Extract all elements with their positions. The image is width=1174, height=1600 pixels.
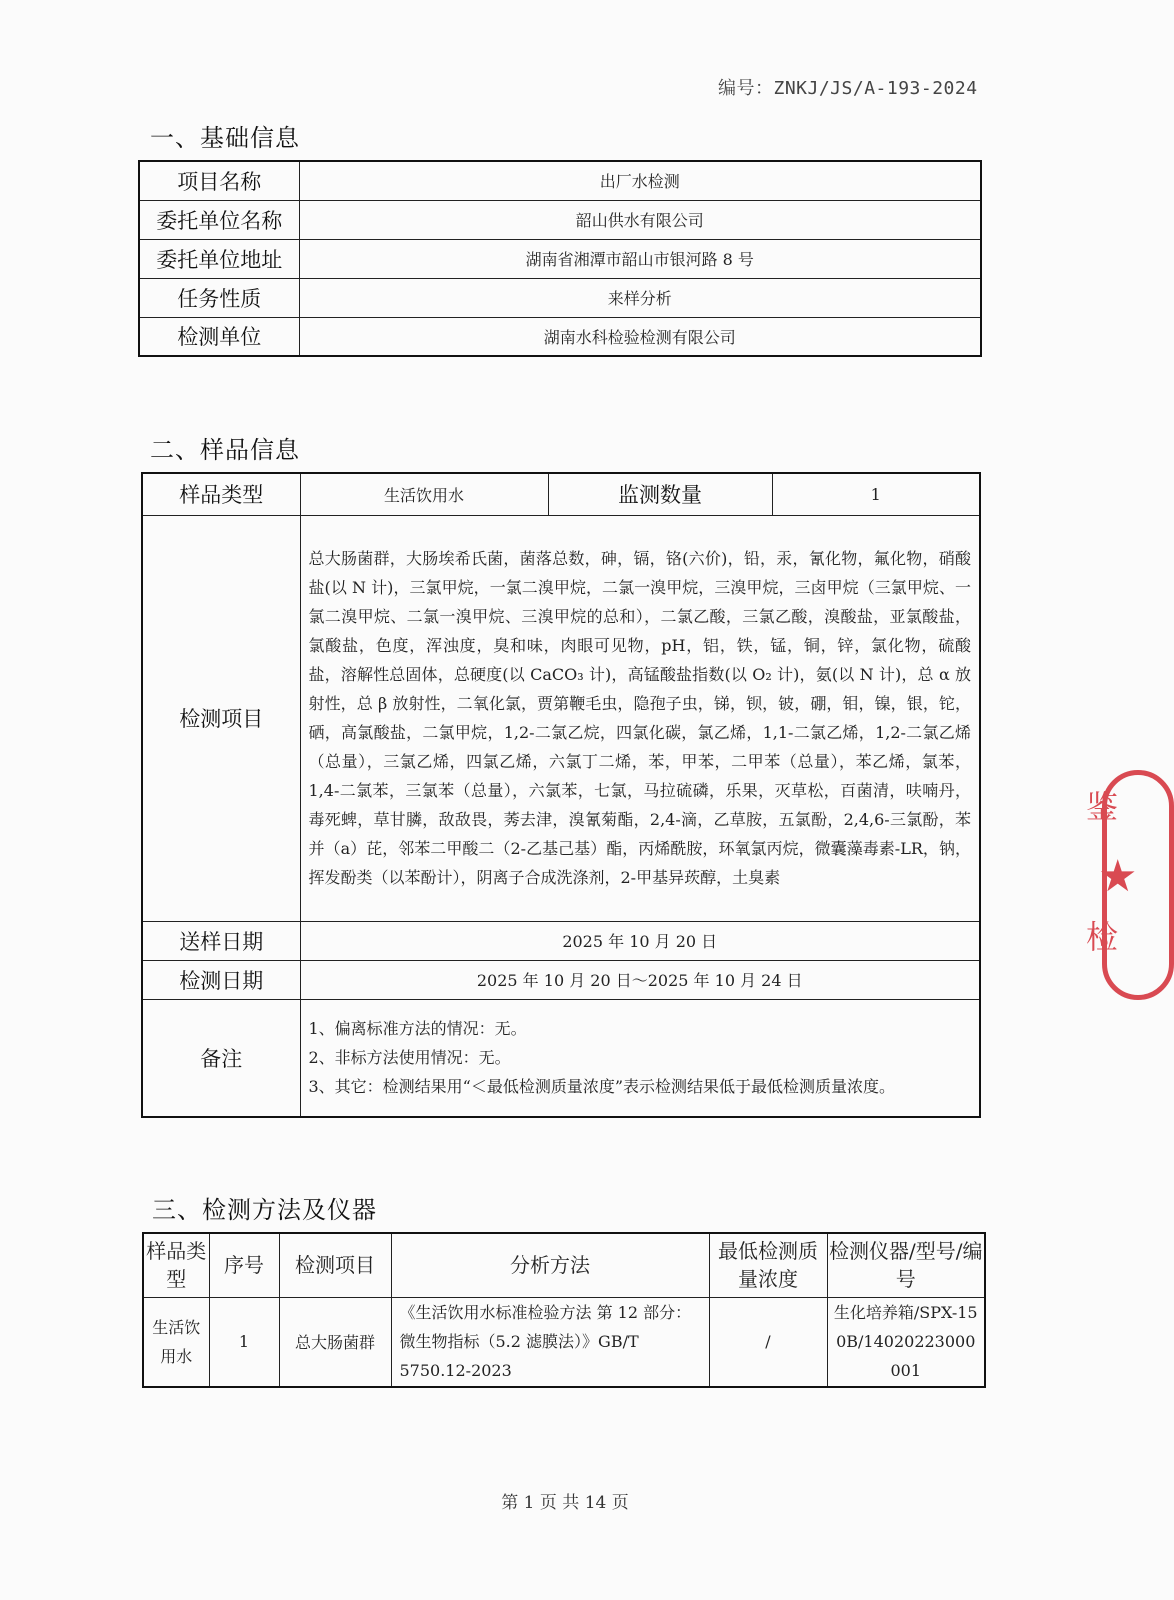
header-sample-type: 样品类型	[143, 1233, 209, 1297]
header-item: 检测项目	[279, 1233, 391, 1297]
row-value: 韶山供水有限公司	[299, 200, 981, 239]
row-label: 检测单位	[139, 317, 299, 356]
sample-type-value: 生活饮用水	[300, 473, 548, 515]
row-label: 委托单位地址	[139, 239, 299, 278]
header-method: 分析方法	[391, 1233, 709, 1297]
row-value: 出厂水检测	[299, 161, 981, 200]
row-value: 来样分析	[299, 278, 981, 317]
table-row	[142, 999, 980, 1117]
sample-type-label: 样品类型	[142, 473, 300, 515]
cell-item: 总大肠菌群	[279, 1297, 391, 1387]
basic-info-table	[138, 160, 982, 357]
note-line: 1、偏离标准方法的情况：无。	[308, 1019, 527, 1039]
cell-min-conc: /	[709, 1297, 827, 1387]
count-label: 监测数量	[548, 473, 772, 515]
cell-sample-type: 生活饮用水	[143, 1297, 209, 1387]
page-footer: 第 1 页 共 14 页	[501, 1493, 629, 1513]
note-line: 3、其它：检测结果用“＜最低检测质量浓度”表示检测结果低于最低检测质量浓度。	[308, 1077, 896, 1097]
items-label: 检测项目	[142, 515, 300, 921]
seal-char-icon: 检	[1086, 918, 1119, 956]
seal-star-icon: ★	[1098, 851, 1138, 902]
test-date-label: 检测日期	[142, 960, 300, 999]
row-value: 湖南水科检验检测有限公司	[299, 317, 981, 356]
table-row	[139, 200, 981, 239]
row-label: 任务性质	[139, 278, 299, 317]
table-row	[142, 921, 980, 960]
table-header-row	[143, 1233, 985, 1297]
header-min-conc: 最低检测质量浓度	[709, 1233, 827, 1297]
header-instrument: 检测仪器/型号/编号	[827, 1233, 985, 1297]
table-row	[142, 515, 980, 921]
table-row	[142, 473, 980, 515]
table-row	[139, 317, 981, 356]
cell-method: 《生活饮用水标准检验方法 第 12 部分：微生物指标（5.2 滤膜法）》GB/T 5750.12-2023	[391, 1297, 709, 1387]
test-date-value: 2025 年 10 月 20 日～2025 年 10 月 24 日	[300, 960, 980, 999]
table-row	[139, 239, 981, 278]
sample-info-table	[141, 472, 981, 1118]
send-date-value: 2025 年 10 月 20 日	[300, 921, 980, 960]
section-title-methods: 三、检测方法及仪器	[152, 1196, 377, 1224]
cell-seq: 1	[209, 1297, 279, 1387]
row-label: 项目名称	[139, 161, 299, 200]
cell-instrument: 生化培养箱/SPX-150B/14020223000001	[827, 1297, 985, 1387]
items-list: 总大肠菌群，大肠埃希氏菌，菌落总数，砷，镉，铬(六价)，铅，汞，氰化物，氟化物，硝酸盐(以 N 计)，三氯甲烷，一氯二溴甲烷，二氯一溴甲烷，三溴甲烷，三卤甲烷（三氯甲烷、一氯二溴甲烷、二氯一溴甲烷、三溴甲烷的总和），二氯乙酸，三氯乙酸，溴酸盐，亚氯酸盐，氯酸盐，色度，浑浊度，臭和味，肉眼可见物，pH，铝，铁，锰，铜，锌，氯化物，硫酸盐，溶解性总固体，总硬度(以 CaCO₃ 计)，高锰酸盐指数(以 O₂ 计)，氨(以 N 计)，总 α 放射性，总 β 放射性，二氧化氯，贾第鞭毛虫，隐孢子虫，锑，钡，铍，硼，钼，镍，银，铊，硒，高氯酸盐，二氯甲烷，1,2-二氯乙烷，四氯化碳，氯乙烯，1,1-二氯乙烯，1,2-二氯乙烯（总量），三氯乙烯，四氯乙烯，六氯丁二烯，苯，甲苯，二甲苯（总量），苯乙烯，氯苯，1,4-二氯苯，三氯苯（总量），六氯苯，七氯，马拉硫磷，乐果，灭草松，百菌清，呋喃丹，毒死蜱，草甘膦，敌敌畏，莠去津，溴氰菊酯，2,4-滴，乙草胺，五氯酚，2,4,6-三氯酚，苯并（a）芘，邻苯二甲酸二（2-乙基己基）酯，丙烯酰胺，环氧氯丙烷，微囊藻毒素-LR，钠，挥发酚类（以苯酚计），阴离子合成洗涤剂，2-甲基异莰醇，土臭素	[300, 515, 980, 921]
table-row	[142, 960, 980, 999]
note-line: 2、非标方法使用情况：无。	[308, 1048, 511, 1068]
section-title-basic-info: 一、基础信息	[150, 124, 300, 152]
row-value: 湖南省湘潭市韶山市银河路 8 号	[299, 239, 981, 278]
row-label: 委托单位名称	[139, 200, 299, 239]
send-date-label: 送样日期	[142, 921, 300, 960]
header-seq: 序号	[209, 1233, 279, 1297]
methods-table	[142, 1232, 986, 1388]
table-row	[139, 278, 981, 317]
seal-char-icon: 鉴	[1086, 788, 1119, 826]
notes-label: 备注	[142, 999, 300, 1117]
count-value: 1	[772, 473, 980, 515]
table-row	[143, 1297, 985, 1387]
document-number: 编号：ZNKJ/JS/A-193-2024	[718, 78, 978, 99]
section-title-sample-info: 二、样品信息	[150, 436, 300, 464]
notes-content	[300, 999, 980, 1117]
table-row	[139, 161, 981, 200]
